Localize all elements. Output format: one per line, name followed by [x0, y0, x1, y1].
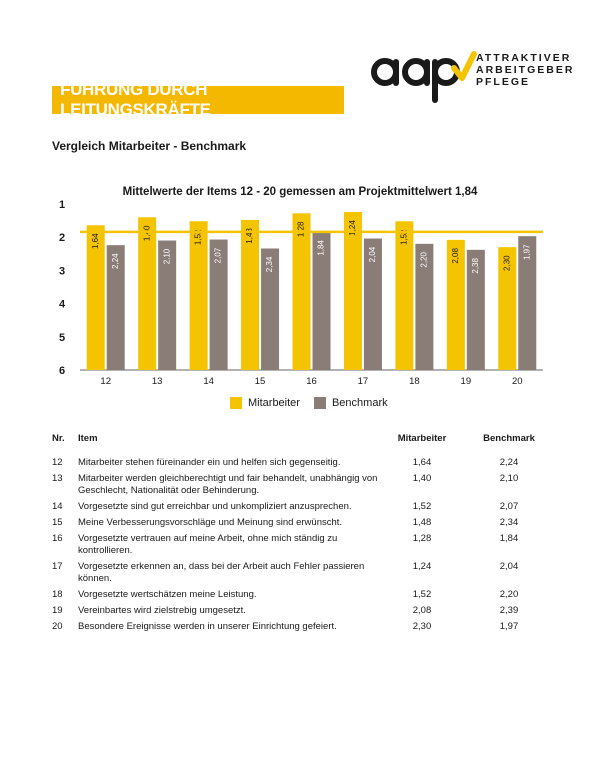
table-row: [52, 456, 552, 472]
legend-swatch-mitarbeiter: [230, 397, 242, 409]
header-mitarbeiter: Mitarbeiter: [397, 433, 447, 444]
y-tick-label: 3: [58, 265, 66, 278]
data-label-mitarbeiter: 1,48: [245, 228, 255, 244]
logo-line-1: ATTRAKTIVER: [476, 52, 572, 64]
x-tick-label: 20: [511, 376, 523, 387]
x-tick-label: 12: [100, 376, 112, 387]
row-nr: 14: [52, 501, 63, 512]
row-nr: 19: [52, 605, 63, 616]
row-nr: 18: [52, 589, 63, 600]
row-item: Meine Verbesserungsvorschläge und Meinung sind erwünscht.: [78, 517, 343, 528]
row-item: Vorgesetzte wertschätzen meine Leistung.: [78, 589, 257, 600]
row-benchmark: 2,07: [499, 501, 519, 512]
logo-line-2: ARBEITGEBER: [476, 64, 575, 76]
row-item: Vereinbartes wird zielstrebig umgesetzt.: [78, 605, 246, 616]
y-tick-label: 4: [58, 298, 66, 311]
row-benchmark: 2,34: [499, 517, 519, 528]
y-tick-label: 5: [58, 331, 66, 344]
data-label-benchmark: 2,38: [470, 258, 480, 274]
header-benchmark: Benchmark: [483, 433, 535, 444]
row-mitarbeiter: 2,30: [412, 621, 432, 632]
table-header-row: [52, 433, 552, 456]
row-benchmark: 2,20: [499, 589, 519, 600]
row-mitarbeiter: 2,08: [412, 605, 432, 616]
x-tick-label: 17: [357, 376, 369, 387]
row-mitarbeiter: 1,52: [412, 501, 432, 512]
data-label-mitarbeiter: 2,08: [450, 248, 460, 264]
table-row: [52, 604, 552, 620]
y-tick-label: 6: [58, 365, 66, 377]
row-mitarbeiter: 1,64: [412, 457, 432, 468]
row-benchmark: 2,10: [499, 473, 519, 484]
data-label-mitarbeiter: 2,30: [502, 255, 512, 271]
row-item: Mitarbeiter werden gleichberechtigt und fair behandelt, unabhängig von Geschlecht, Nationalität oder Behinderung.: [78, 473, 378, 496]
table-row: [52, 620, 552, 636]
row-mitarbeiter: 1,24: [412, 561, 432, 572]
chart-title: Mittelwerte der Items 12 - 20 gemessen am Projektmittelwert 1,84: [122, 186, 478, 198]
row-mitarbeiter: 1,28: [412, 533, 432, 544]
logo-line-3: PFLEGE: [476, 76, 531, 88]
data-label-mitarbeiter: 1,24: [348, 220, 358, 236]
row-item: Vorgesetzte sind gut erreichbar und unkompliziert anzusprechen.: [78, 501, 352, 512]
data-label-mitarbeiter: 1,52: [193, 229, 203, 246]
row-benchmark: 1,84: [499, 533, 519, 544]
page-subtitle: Vergleich Mitarbeiter - Benchmark: [52, 139, 247, 153]
data-label-mitarbeiter: 1,52: [399, 229, 409, 246]
x-tick-label: 13: [151, 376, 163, 387]
table-row: [52, 516, 552, 532]
data-label-benchmark: 2,20: [419, 252, 429, 268]
row-nr: 16: [52, 533, 63, 544]
legend-label-mitarbeiter: Mitarbeiter: [248, 397, 300, 409]
data-label-mitarbeiter: 1,64: [90, 233, 100, 250]
row-item: Besondere Ereignisse werden in unserer Einrichtung gefeiert.: [78, 621, 337, 632]
header-nr: Nr.: [52, 433, 65, 444]
legend-swatch-benchmark: [314, 397, 326, 409]
data-label-benchmark: 2,07: [213, 247, 223, 264]
data-label-mitarbeiter: 1,40: [142, 225, 152, 242]
x-tick-label: 19: [460, 376, 472, 387]
table-row: [52, 532, 552, 560]
legend-item-benchmark: [314, 397, 388, 409]
x-tick-label: 16: [306, 376, 317, 387]
data-label-benchmark: 2,10: [162, 248, 172, 265]
items-table: [52, 433, 552, 636]
row-mitarbeiter: 1,48: [412, 517, 432, 528]
section-title: FÜHRUNG DURCH LEITUNGSKRÄFTE: [60, 80, 211, 119]
row-benchmark: 2,39: [499, 605, 519, 616]
row-nr: 20: [52, 621, 63, 632]
legend-label-benchmark: Benchmark: [331, 397, 388, 409]
row-benchmark: 2,24: [499, 457, 519, 468]
row-benchmark: 2,04: [499, 561, 519, 572]
legend-item-mitarbeiter: [230, 397, 300, 409]
data-label-benchmark: 1,84: [316, 240, 326, 256]
row-benchmark: 1,97: [499, 621, 519, 632]
row-item: Vorgesetzte vertrauen auf meine Arbeit, ohne mich ständig zu kontrollieren.: [78, 533, 338, 556]
row-nr: 15: [52, 517, 63, 528]
row-mitarbeiter: 1,52: [412, 589, 432, 600]
row-nr: 17: [52, 561, 63, 572]
data-label-benchmark: 2,34: [265, 256, 275, 273]
table-row: [52, 588, 552, 604]
x-tick-label: 14: [203, 376, 214, 387]
data-label-benchmark: 2,04: [368, 246, 378, 263]
row-item: Vorgesetzte erkennen an, dass bei der Arbeit auch Fehler passieren können.: [78, 561, 365, 584]
data-label-benchmark: 1,97: [522, 244, 532, 260]
table-row: [52, 500, 552, 516]
y-tick-label: 1: [58, 199, 66, 211]
x-tick-label: 15: [254, 376, 266, 387]
chart-legend: [230, 397, 402, 409]
data-label-benchmark: 2,24: [110, 253, 120, 269]
row-nr: 12: [52, 457, 63, 468]
x-tick-label: 18: [409, 376, 420, 387]
table-row: [52, 560, 552, 588]
table-row: [52, 472, 552, 500]
y-tick-label: 2: [58, 232, 66, 245]
row-nr: 13: [52, 473, 63, 484]
row-mitarbeiter: 1,40: [412, 473, 432, 484]
row-item: Mitarbeiter stehen füreinander ein und helfen sich gegenseitig.: [78, 457, 341, 468]
header-item: Item: [78, 433, 98, 444]
data-label-mitarbeiter: 1,28: [296, 221, 306, 238]
